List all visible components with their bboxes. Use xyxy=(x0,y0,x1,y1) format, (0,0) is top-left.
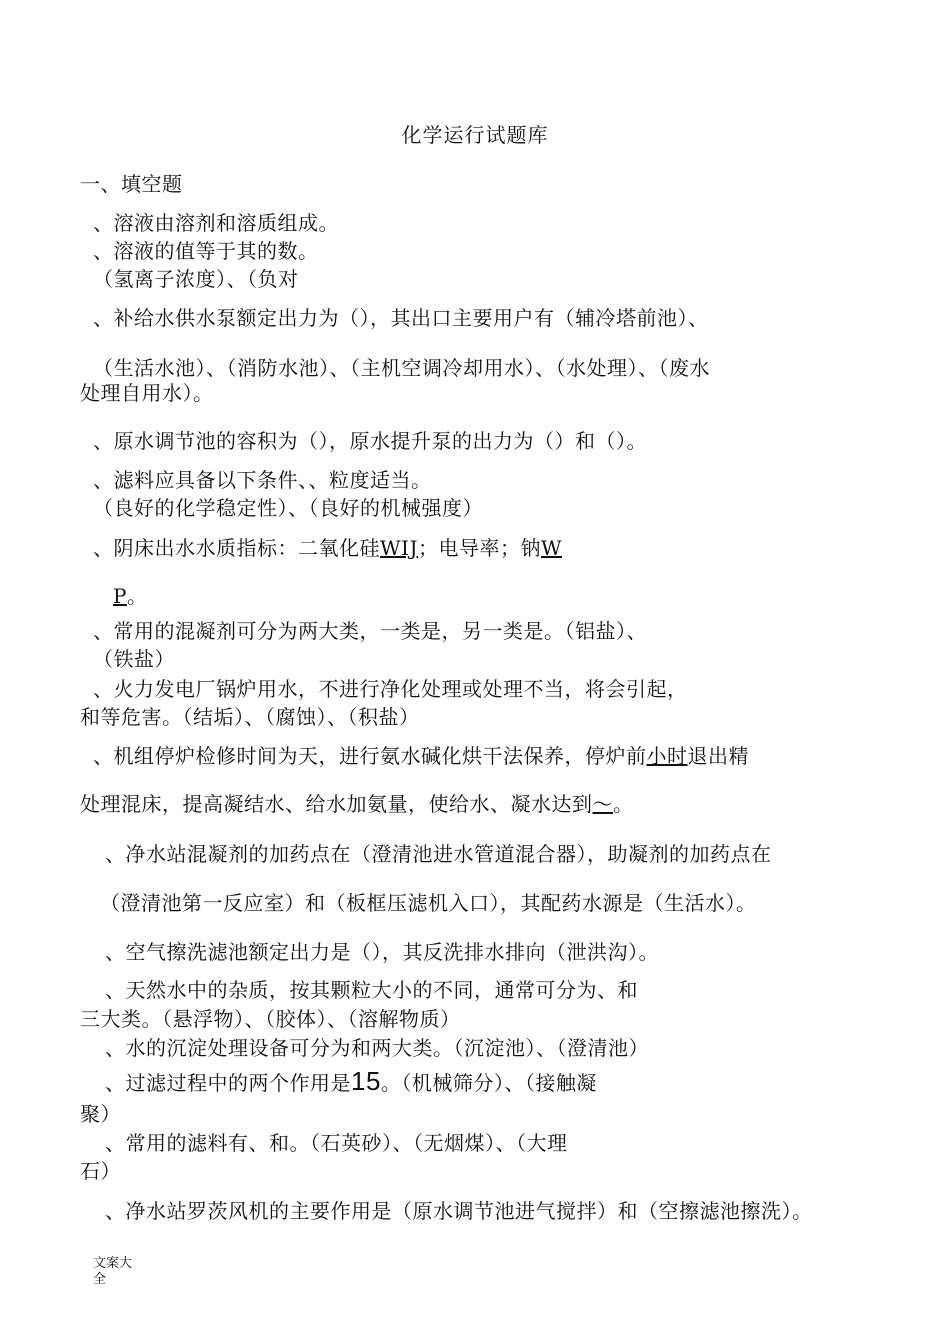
text-line: 、常用的滤料有、和。（石英砂）、（无烟煤）、（大理 xyxy=(105,1131,568,1155)
large-number: 15 xyxy=(351,1066,381,1096)
text-line: 、常用的混凝剂可分为两大类，一类是，另一类是。（铝盐）、 xyxy=(93,619,647,643)
text-line: 、净水站罗茨风机的主要作用是（原水调节池进气搅拌）和（空擦滤池擦洗）。 xyxy=(105,1199,813,1223)
text-line: 三大类。（悬浮物）、（胶体）、（溶解物质） xyxy=(80,1007,461,1031)
text-segment: 。 xyxy=(126,584,148,608)
underlined-text: W xyxy=(540,536,563,560)
section-heading: 一、填空题 xyxy=(80,172,183,196)
text-line: 、天然水中的杂质，按其颗粒大小的不同，通常可分为、和 xyxy=(105,978,638,1002)
text-line: （良好的化学稳定性）、（良好的机械强度） xyxy=(93,496,483,520)
text-line: 、原水调节池的容积为（），原水提升泵的出力为（）和（）。 xyxy=(93,429,647,453)
text-segment: 。 xyxy=(613,792,634,816)
text-line: （生活水池）、（消防水池）、（主机空调冷却用水）、（水处理）、（废水 xyxy=(93,356,710,380)
text-line: 、滤料应具备以下条件、、粒度适当。 xyxy=(93,468,432,492)
text-segment: ；电导率；钠 xyxy=(417,536,541,560)
text-line xyxy=(93,535,562,561)
underlined-text: 小时 xyxy=(646,744,688,768)
text-line xyxy=(105,1068,597,1096)
text-line: 处理自用水）。 xyxy=(80,381,214,405)
text-segment: 、机组停炉检修时间为天，进行氨水碱化烘干法保养，停炉前 xyxy=(93,744,647,768)
text-line: （氢离子浓度）、（负对 xyxy=(93,267,299,291)
text-segment: 、阴床出水水质指标：二氧化硅 xyxy=(93,536,380,560)
text-segment: 退出精 xyxy=(687,744,749,768)
text-line: （澄清池第一反应室）和（板框压滤机入口），其配药水源是（生活水）。 xyxy=(100,891,757,915)
text-line: 、空气擦洗滤池额定出力是（），其反洗排水排向（泄洪沟）。 xyxy=(105,940,659,964)
underlined-text: WIJ xyxy=(380,536,418,560)
document-title: 化学运行试题库 xyxy=(401,123,549,147)
text-line xyxy=(93,743,749,769)
text-line: 聚） xyxy=(80,1102,121,1126)
underlined-text: P xyxy=(113,584,127,608)
text-line: 和等危害。（结垢）、（腐蚀）、（积盐） xyxy=(80,705,420,729)
text-line: 、净水站混凝剂的加药点在（澄清池进水管道混合器），助凝剂的加药点在 xyxy=(105,842,772,866)
text-line: 、溶液由溶剂和溶质组成。 xyxy=(93,211,339,235)
text-line: 、水的沉淀处理设备可分为和两大类。（沉淀池）、（澄清池） xyxy=(105,1036,649,1060)
text-line xyxy=(80,791,634,817)
text-segment: 。（机械筛分）、（接触凝 xyxy=(380,1071,597,1095)
text-line: 石） xyxy=(80,1159,121,1183)
underlined-text: 〜 xyxy=(592,792,613,816)
text-line: 、溶液的值等于其的数。 xyxy=(93,239,319,263)
text-line xyxy=(113,583,147,609)
text-segment: 、过滤过程中的两个作用是 xyxy=(105,1071,351,1095)
page-footer: 文案大全 xyxy=(93,1256,133,1287)
text-line: 、火力发电厂锅炉用水，不进行净化处理或处理不当，将会引起， xyxy=(93,677,688,701)
text-line: （铁盐） xyxy=(93,647,175,671)
text-segment: 处理混床，提高凝结水、给水加氨量，使给水、凝水达到 xyxy=(80,792,593,816)
text-line: 、补给水供水泵额定出力为（），其出口主要用户有（辅冷塔前池）、 xyxy=(93,306,709,330)
